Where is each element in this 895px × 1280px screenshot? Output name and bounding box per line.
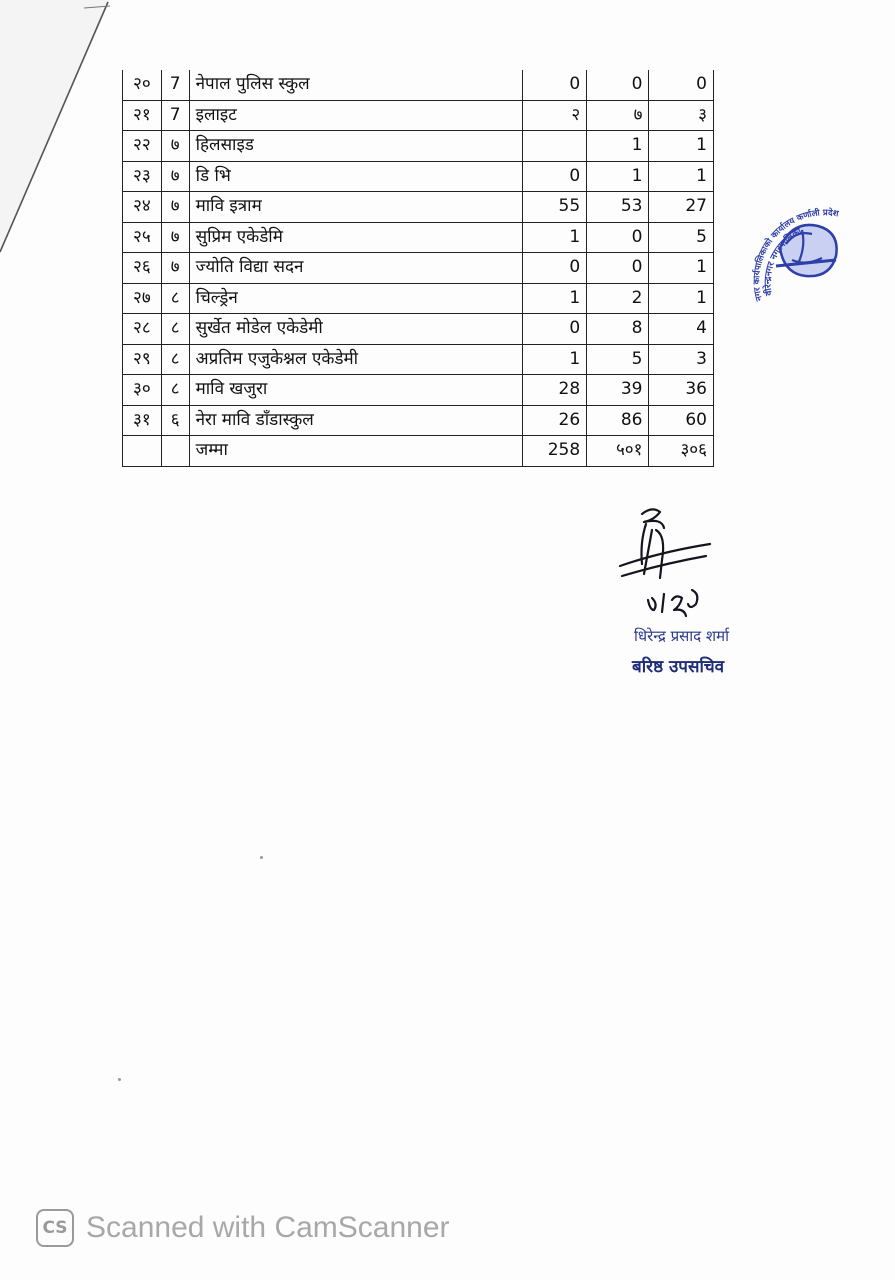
count-cell-3: 3 — [649, 344, 714, 375]
school-name-cell: मावि इत्राम — [189, 192, 522, 223]
ward-number-cell: ७ — [161, 192, 189, 223]
ward-number-cell: ६ — [161, 405, 189, 436]
serial-number-cell: ३० — [123, 375, 162, 406]
total-c2: ५०१ — [587, 436, 649, 467]
signer-designation: बरिष्ठ उपसचिव — [632, 657, 725, 677]
count-cell-2: 2 — [587, 283, 649, 314]
ward-number-cell: ८ — [161, 375, 189, 406]
count-cell-2: 1 — [587, 161, 649, 192]
count-cell-3: 1 — [649, 283, 714, 314]
serial-number-cell: २२ — [123, 131, 162, 162]
serial-number-cell: २८ — [123, 314, 162, 345]
ward-number-cell: ८ — [161, 344, 189, 375]
count-cell-1: 0 — [522, 314, 586, 345]
serial-number-cell: २० — [123, 70, 162, 100]
serial-number-cell: २१ — [123, 100, 162, 131]
serial-number-cell: २९ — [123, 344, 162, 375]
count-cell-2: 0 — [587, 222, 649, 253]
ward-number-cell: ८ — [161, 283, 189, 314]
school-name-cell: चिल्ड्रेन — [189, 283, 522, 314]
total-row — [123, 436, 714, 467]
camscanner-logo-icon: CS — [36, 1209, 74, 1247]
school-name-cell: मावि खजुरा — [189, 375, 522, 406]
table-row — [123, 405, 714, 436]
school-name-cell: नेरा मावि डाँडास्कुल — [189, 405, 522, 436]
count-cell-1: 0 — [522, 161, 586, 192]
count-cell-3: 1 — [649, 253, 714, 284]
ward-number-cell: ७ — [161, 161, 189, 192]
page-fold-edge — [0, 0, 120, 280]
count-cell-2: ७ — [587, 100, 649, 131]
count-cell-1: 1 — [522, 222, 586, 253]
school-name-cell: ज्योति विद्या सदन — [189, 253, 522, 284]
count-cell-2: 0 — [587, 253, 649, 284]
table-row — [123, 131, 714, 162]
count-cell-1: 1 — [522, 344, 586, 375]
total-c3: ३०६ — [649, 436, 714, 467]
handwritten-signature — [612, 500, 722, 625]
table-row — [123, 70, 714, 100]
total-c1: 258 — [522, 436, 586, 467]
svg-text:नगर कार्यपालिकाको कार्यालय कर्: नगर कार्यपालिकाको कार्यालय कर्णाली प्रदेश — [752, 208, 840, 302]
count-cell-1: 28 — [522, 375, 586, 406]
ward-number-cell: ७ — [161, 253, 189, 284]
count-cell-3: 1 — [649, 131, 714, 162]
scan-speck — [118, 1078, 121, 1081]
school-name-cell: हिलसाइड — [189, 131, 522, 162]
table-row — [123, 222, 714, 253]
ward-number-cell: 7 — [161, 70, 189, 100]
school-data-table — [122, 70, 714, 467]
count-cell-3: 36 — [649, 375, 714, 406]
count-cell-3: ३ — [649, 100, 714, 131]
ward-number-cell: ७ — [161, 131, 189, 162]
total-label: जम्मा — [189, 436, 522, 467]
total-sn-cell — [123, 436, 162, 467]
count-cell-2: 5 — [587, 344, 649, 375]
count-cell-3: 5 — [649, 222, 714, 253]
serial-number-cell: २३ — [123, 161, 162, 192]
count-cell-3: 60 — [649, 405, 714, 436]
table-row — [123, 192, 714, 223]
table-row — [123, 375, 714, 406]
school-name-cell: नेपाल पुलिस स्कुल — [189, 70, 522, 100]
table-row — [123, 100, 714, 131]
table-row — [123, 283, 714, 314]
signer-name: धिरेन्द्र प्रसाद शर्मा — [634, 627, 729, 645]
count-cell-1 — [522, 131, 586, 162]
count-cell-2: 53 — [587, 192, 649, 223]
count-cell-1: 55 — [522, 192, 586, 223]
ward-number-cell: 7 — [161, 100, 189, 131]
serial-number-cell: २५ — [123, 222, 162, 253]
count-cell-2: 0 — [587, 70, 649, 100]
count-cell-3: 0 — [649, 70, 714, 100]
ward-number-cell: ७ — [161, 222, 189, 253]
table-row — [123, 161, 714, 192]
count-cell-1: २ — [522, 100, 586, 131]
table-row — [123, 344, 714, 375]
total-ward-cell — [161, 436, 189, 467]
count-cell-1: 1 — [522, 283, 586, 314]
serial-number-cell: २७ — [123, 283, 162, 314]
school-name-cell: डि भि — [189, 161, 522, 192]
svg-text:वीरेन्द्रनगर नगरपालिका: वीरेन्द्रनगर नगरपालिका — [763, 226, 804, 297]
serial-number-cell: २४ — [123, 192, 162, 223]
school-name-cell: सुप्रिम एकेडेमि — [189, 222, 522, 253]
count-cell-2: 86 — [587, 405, 649, 436]
count-cell-3: 1 — [649, 161, 714, 192]
watermark-text: Scanned with CamScanner — [86, 1211, 450, 1244]
count-cell-2: 39 — [587, 375, 649, 406]
table-row — [123, 314, 714, 345]
ward-number-cell: ८ — [161, 314, 189, 345]
count-cell-1: 26 — [522, 405, 586, 436]
school-name-cell: अप्रतिम एजुकेश्नल एकेडेमी — [189, 344, 522, 375]
camscanner-watermark — [36, 1208, 450, 1248]
serial-number-cell: २६ — [123, 253, 162, 284]
count-cell-3: 4 — [649, 314, 714, 345]
count-cell-3: 27 — [649, 192, 714, 223]
table-row — [123, 253, 714, 284]
municipality-stamp — [752, 200, 892, 330]
scan-speck — [260, 856, 263, 859]
count-cell-2: 1 — [587, 131, 649, 162]
count-cell-1: 0 — [522, 70, 586, 100]
school-name-cell: सुर्खेत मोडेल एकेडेमी — [189, 314, 522, 345]
count-cell-1: 0 — [522, 253, 586, 284]
serial-number-cell: ३१ — [123, 405, 162, 436]
school-name-cell: इलाइट — [189, 100, 522, 131]
count-cell-2: 8 — [587, 314, 649, 345]
